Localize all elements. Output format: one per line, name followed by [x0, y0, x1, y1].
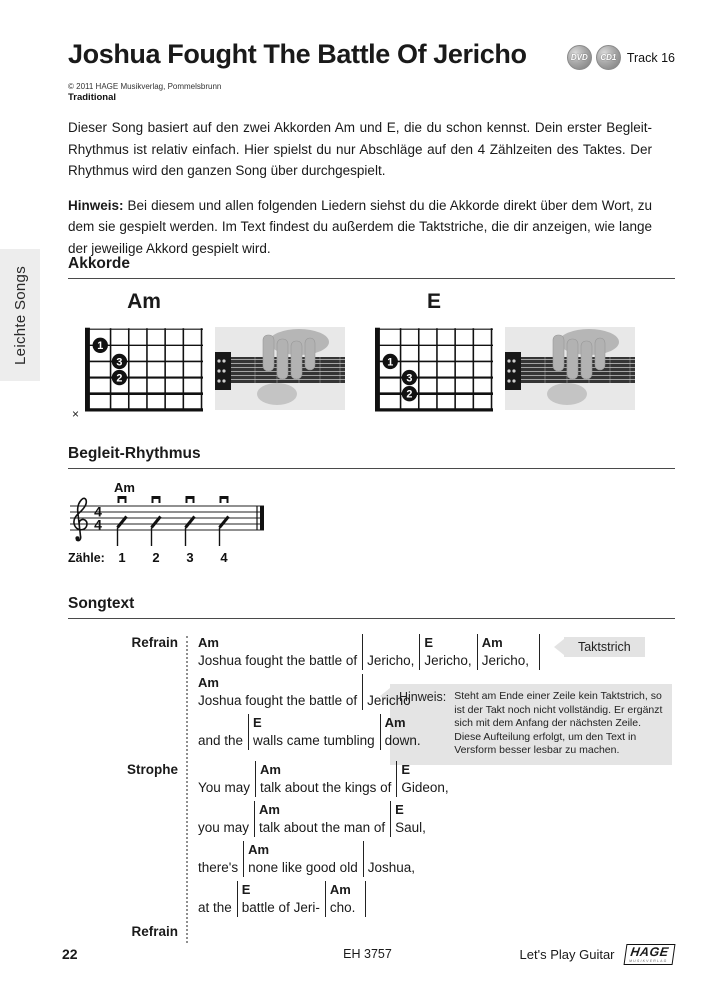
segment-lyric: talk about the kings of: [260, 780, 392, 795]
segment-chord: [198, 841, 238, 858]
chords-row: [68, 290, 675, 421]
taktstrich-callout: [554, 637, 645, 657]
song-section-label: Refrain: [131, 924, 178, 939]
segment-lyric: walls came tumbling: [253, 733, 375, 748]
taktstrich-callout-text: Taktstrich: [564, 637, 645, 657]
segment-lyric: talk about the man of: [259, 820, 386, 835]
treble-clef-icon: [74, 498, 87, 540]
song-line: [68, 634, 675, 670]
chord-group-am: [68, 290, 334, 421]
media-badges: [563, 45, 675, 70]
segment-chord: E: [395, 802, 404, 817]
intro-note-text: Bei diesem und allen folgenden Liedern siehst du die Akkorde direkt über dem Wort, zu dem sie gespielt werden. Im Text findest du außerdem die Taktstriche, die dir anzeigen, wie lange der jeweilige Akkord gespielt wird.: [68, 197, 652, 256]
chord-photo: [505, 327, 635, 410]
intro-text: [68, 117, 652, 272]
lyric-segment: [396, 761, 453, 797]
segment-lyric: Joshua,: [367, 860, 415, 875]
svg-text:2: 2: [152, 550, 160, 565]
segment-lyric: Jericho: [367, 693, 411, 708]
svg-text:4: 4: [220, 550, 228, 565]
segment-chord: [368, 841, 415, 858]
book-title: Let's Play Guitar: [519, 947, 615, 962]
segment-lyric: you may: [198, 820, 250, 835]
segment-chord: [367, 674, 411, 691]
segment-lyric: there's: [198, 860, 239, 875]
segment-lyric: Jericho,: [367, 653, 415, 668]
intro-note-label: Hinweis:: [68, 197, 124, 213]
chord-name: Am: [127, 290, 161, 313]
finger-dot: [112, 370, 127, 385]
songtext-lines: [68, 634, 675, 947]
song-line: [68, 881, 675, 917]
segment-lyric: Saul,: [395, 820, 426, 835]
credit-line: Traditional: [68, 92, 117, 103]
song-title: Joshua Fought The Battle Of Jericho: [68, 39, 527, 69]
hage-logo: [623, 944, 674, 965]
song-line: [68, 923, 675, 943]
chord-diagram-am: [85, 327, 203, 412]
track-number: Track 16: [626, 50, 675, 65]
edition-number: EH 3757: [343, 947, 392, 961]
cd-disc-icon: CD1: [596, 45, 621, 70]
page-number: 22: [62, 946, 78, 962]
count-label: Zähle:: [68, 551, 105, 565]
svg-text:2: 2: [406, 388, 413, 401]
staff-chord-label: Am: [114, 482, 135, 495]
segment-chord: [198, 761, 250, 778]
hinweis-callout-text: Steht am Ende einer Zeile kein Taktstrich, so ist der Takt noch nicht vollständig. Er ergänzt sich mit dem Anfang der nächsten Zeile. Diese Aufteilung erfolgt, um den Text in Versform besser lesbar zu machen.: [454, 690, 663, 756]
lyric-segment: [254, 801, 390, 837]
lyric-segment: [194, 841, 243, 877]
song-line: [68, 674, 675, 710]
lyric-segment: [325, 881, 361, 917]
segment-chord: [198, 881, 232, 898]
lyric-segment: [419, 634, 476, 670]
chord-group-e: [358, 290, 624, 417]
lyric-segment: [194, 714, 248, 750]
svg-text:1: 1: [97, 340, 104, 353]
segment-lyric: none like good old: [248, 860, 358, 875]
finger-dot: [93, 338, 108, 353]
lyric-segment: [243, 841, 363, 877]
hage-logo-subtext: MUSIKVERLAG: [628, 959, 668, 963]
dvd-disc-icon: DVD: [567, 45, 592, 70]
copyright-line: © 2011 HAGE Musikverlag, Pommelsbrunn: [68, 82, 222, 91]
section-heading-rhythm: Begleit-Rhythmus: [68, 445, 675, 469]
song-line: [68, 801, 675, 837]
svg-text:2: 2: [116, 372, 123, 385]
segment-chord: Am: [329, 882, 351, 897]
lyric-segment: [194, 801, 254, 837]
segment-chord: [198, 714, 243, 731]
segment-chord: Am: [198, 675, 219, 690]
chapter-tab-label: Leichte Songs: [11, 265, 29, 365]
segment-chord: E: [424, 635, 434, 650]
section-heading-songtext: Songtext: [68, 595, 675, 619]
chapter-tab: [0, 249, 40, 381]
lyric-segment: [194, 761, 255, 797]
intro-paragraph: Dieser Song basiert auf den zwei Akkorden Am und E, die du schon kennst. Dein erster Begleit-Rhythmus ist relativ einfach. Hier spielst du nur Abschläge auf den 4 Zählzeiten des Taktes. Der Rhythmus wird den ganzen Song über durchgespielt.: [68, 120, 652, 178]
lyric-segment: [362, 674, 416, 710]
callout-arrow-icon: [554, 639, 564, 655]
trailing-barline: [365, 881, 370, 917]
segment-chord: E: [253, 715, 262, 730]
trailing-barline: [539, 634, 544, 670]
time-signature-top: 4: [94, 503, 102, 520]
lyric-segment: [194, 634, 362, 670]
finger-dot: [402, 386, 417, 401]
lyric-segment: [477, 634, 534, 670]
page-footer: [62, 944, 673, 970]
intro-note: [68, 195, 652, 260]
lyric-segment: [194, 674, 362, 710]
segment-lyric: down.: [384, 733, 421, 748]
segment-lyric: Jericho,: [424, 653, 472, 668]
segment-chord: Am: [481, 635, 503, 650]
finger-dot: [383, 354, 398, 369]
final-barline-thick: [260, 506, 264, 530]
segment-chord: [367, 634, 414, 651]
segment-lyric: and the: [198, 733, 244, 748]
lyric-segment: [255, 761, 396, 797]
segment-lyric: Joshua fought the battle of: [198, 693, 358, 708]
lyric-segment: [194, 881, 237, 917]
music-staff: [68, 482, 278, 572]
segment-lyric: You may: [198, 780, 251, 795]
segment-lyric: battle of Jeri-: [241, 900, 320, 915]
segment-chord: [198, 801, 249, 818]
segment-lyric: Jericho,: [481, 653, 529, 668]
finger-dot: [112, 354, 127, 369]
song-line: [68, 714, 675, 750]
section-heading-chords: Akkorde: [68, 255, 675, 279]
segment-chord: Am: [260, 762, 281, 777]
segment-lyric: cho.: [329, 900, 356, 915]
chord-photo: [215, 327, 345, 410]
segment-lyric: at the: [198, 900, 232, 915]
segment-chord: E: [241, 882, 251, 897]
svg-text:1: 1: [118, 550, 126, 565]
segment-lyric: Joshua fought the battle of: [198, 653, 358, 668]
svg-text:3: 3: [406, 372, 413, 385]
lyric-segment: [380, 714, 426, 750]
muted-string-marker: ×: [72, 407, 80, 421]
segment-chord: Am: [198, 635, 219, 650]
segment-chord: Am: [384, 715, 406, 730]
song-line: [68, 761, 675, 797]
lyric-segment: [248, 714, 380, 750]
svg-text:1: 1: [387, 356, 394, 369]
chord-name: E: [426, 290, 441, 313]
song-line: [68, 841, 675, 877]
segment-chord: Am: [259, 802, 280, 817]
svg-text:3: 3: [116, 356, 123, 369]
time-signature-bottom: 4: [94, 516, 102, 533]
finger-dot: [402, 370, 417, 385]
rhythm-notation: [68, 482, 278, 577]
song-section-label: Strophe: [126, 762, 178, 777]
segment-chord: Am: [248, 842, 270, 857]
svg-text:3: 3: [186, 550, 194, 565]
song-section-label: Refrain: [131, 635, 178, 650]
hage-logo-text: HAGE: [629, 945, 670, 959]
segment-lyric: Gideon,: [401, 780, 449, 795]
lyric-segment: [237, 881, 325, 917]
lyric-segment: [390, 801, 431, 837]
page-header: [68, 40, 675, 70]
chord-diagram-e: [375, 327, 493, 412]
hinweis-callout-label: Hinweis:: [399, 690, 447, 704]
lyric-segment: [362, 634, 419, 670]
segment-chord: E: [401, 762, 411, 777]
lyric-segment: [363, 841, 420, 877]
